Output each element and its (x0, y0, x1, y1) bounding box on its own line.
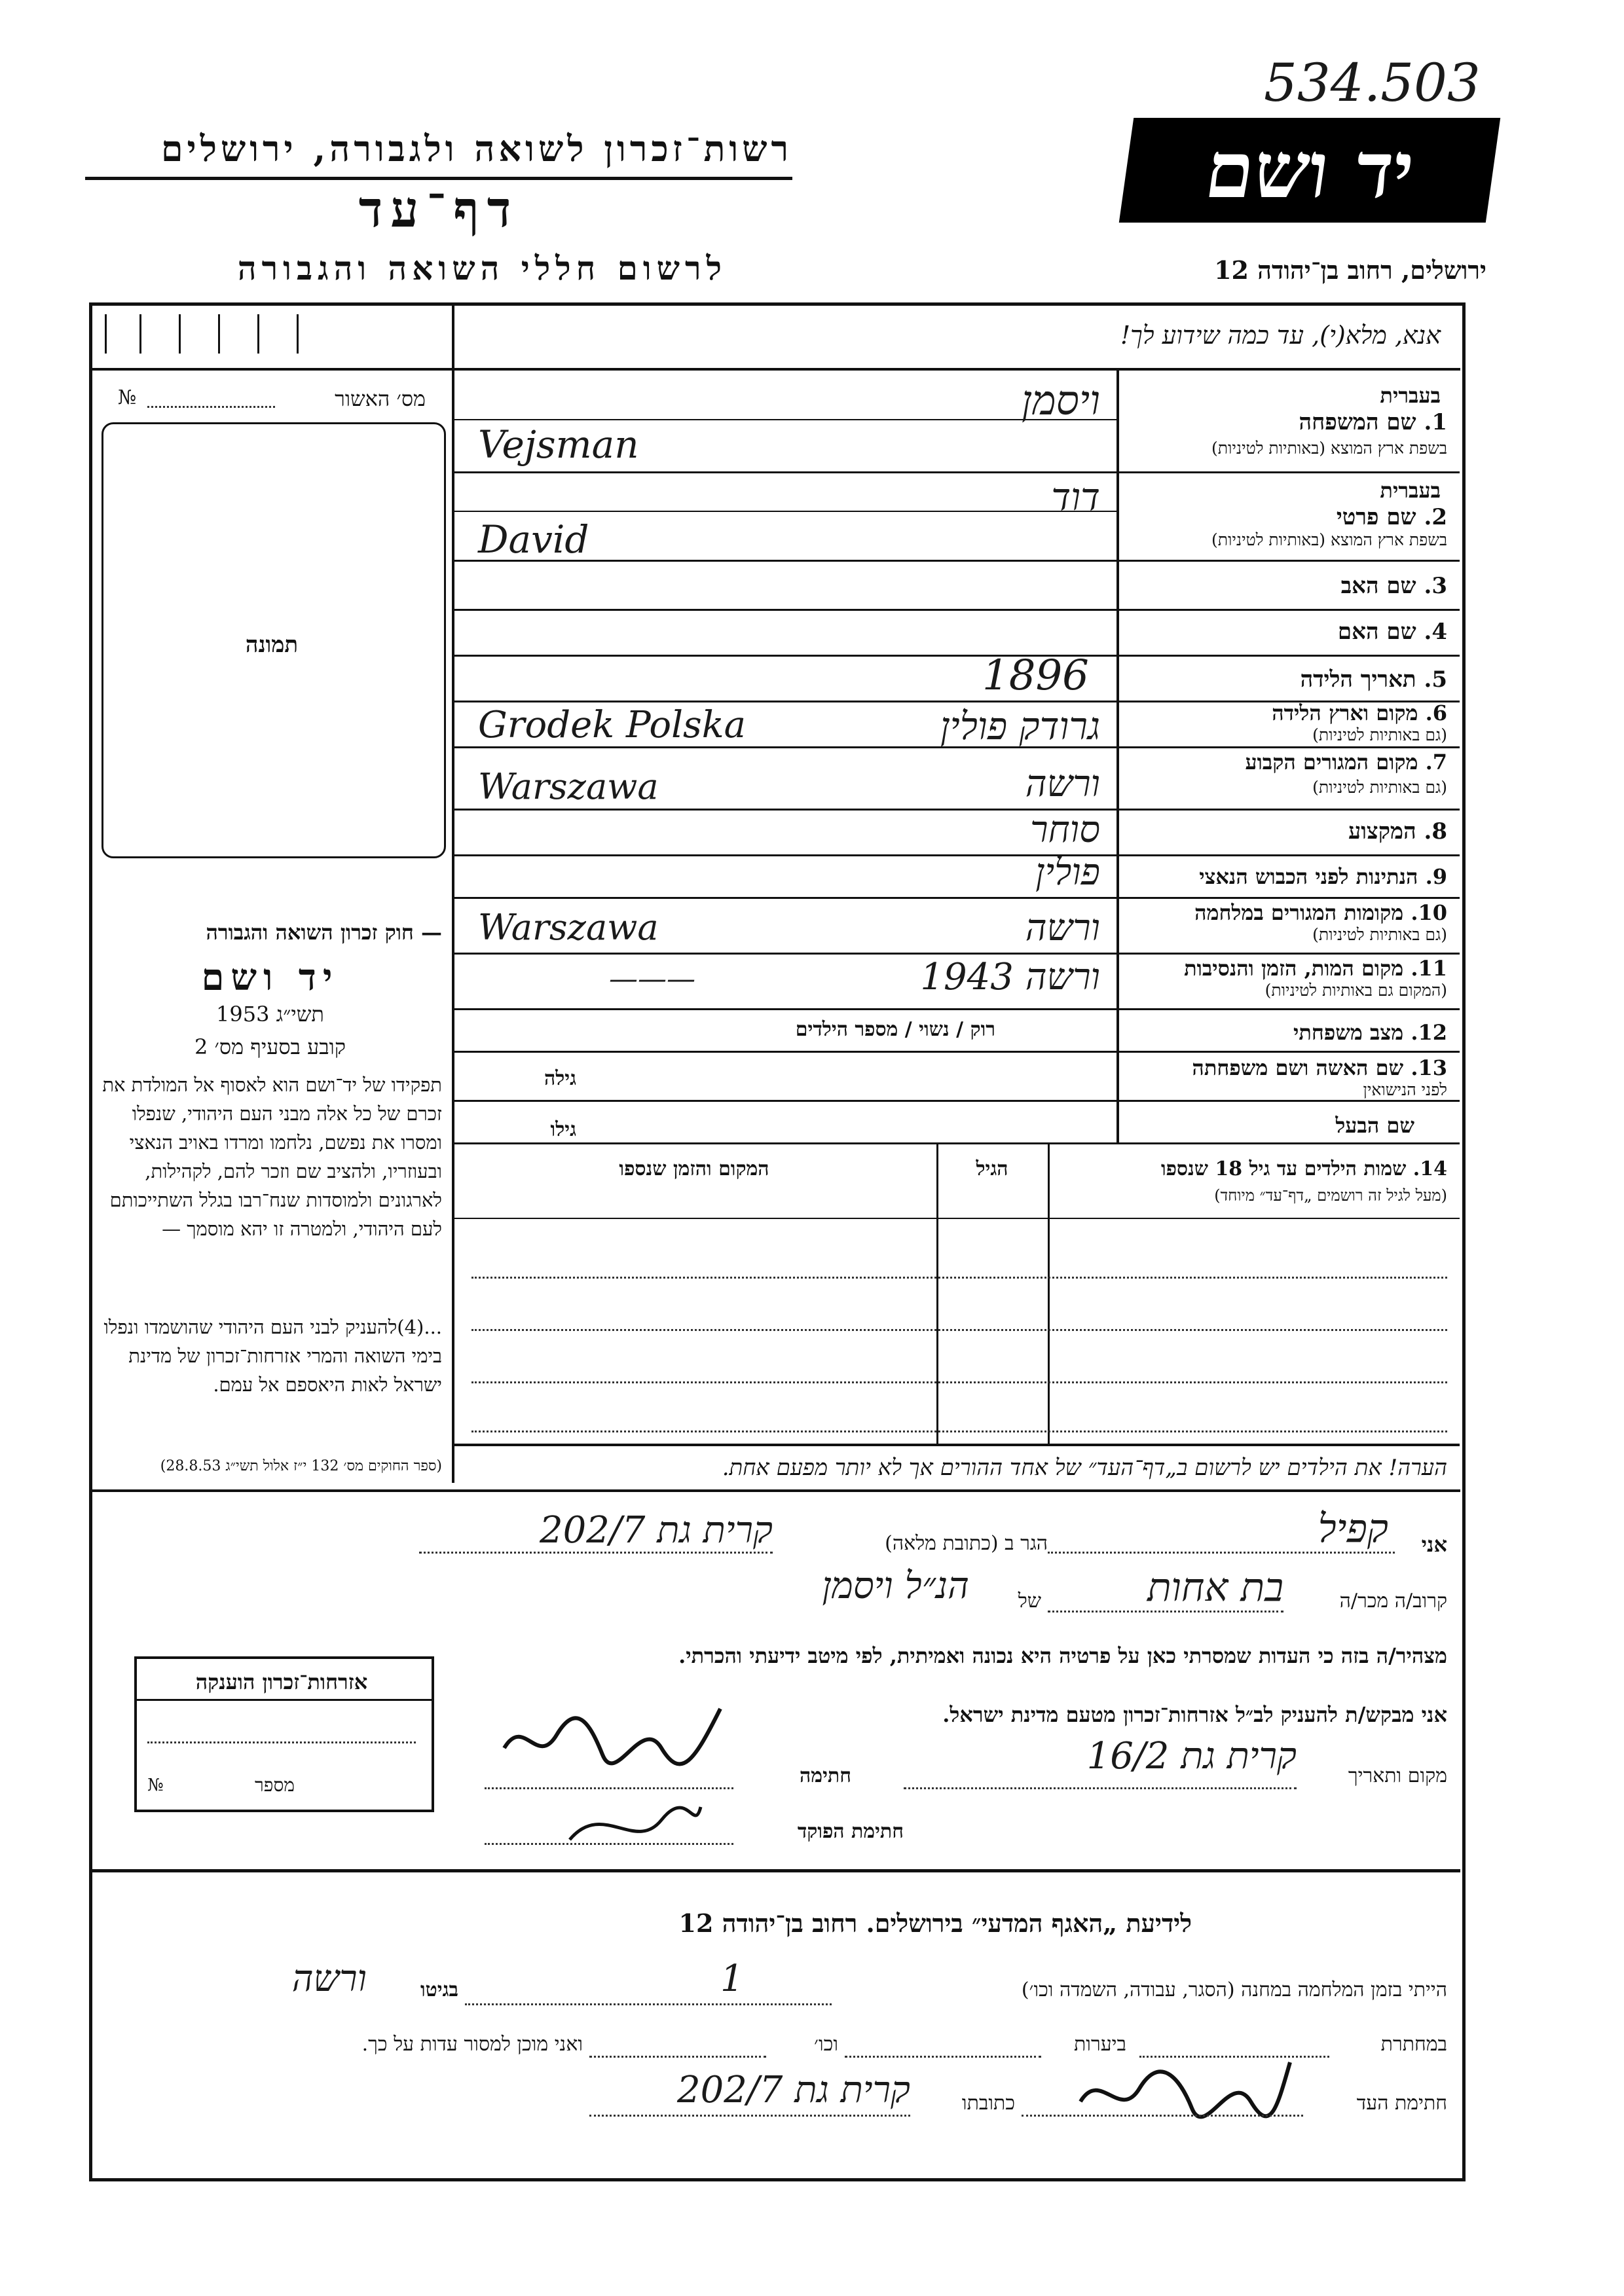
surname-latin: Vejsman (478, 422, 639, 467)
camp-value: 1 (720, 1958, 744, 2000)
form-subtitle: לרשום חללי השואה והגבורה (237, 249, 727, 287)
firstname-hebrew: דוד (1051, 475, 1100, 519)
relation: בת אחות (1147, 1565, 1283, 1611)
birthplace-hebrew: גרודק פולין (940, 704, 1100, 748)
law-name: יד ושם (201, 956, 339, 999)
law-ref: (ספר החוקים מס׳ 132 י״ז אלול תשי״ג 28.8.53) (160, 1458, 442, 1474)
residence-hebrew: ורשה (1025, 763, 1100, 805)
marital-status-options: רוק / נשוי / מספר הילדים (795, 1018, 995, 1041)
field-11-label: 11. מקום המות, הזמן והנסיבות (1184, 956, 1447, 981)
footer-witness-signature (1074, 2056, 1297, 2128)
field-8-label: 8. המקצוע (1348, 818, 1447, 845)
place-date: קרית גת 16/2 (1086, 1735, 1297, 1777)
birth-date: 1896 (982, 651, 1089, 700)
field-7-label: 7. מקום המגורים הקבוע (1245, 750, 1447, 774)
witness-name: קפיל (1318, 1506, 1388, 1552)
victim-reference: הנ״ל ויסמן (822, 1565, 969, 1607)
footer-title: לידיעת „האגף המדעי״ בירושלים. רחוב בן־יהודה 12 (678, 1908, 1192, 1938)
field-5-label: 5. תאריך הלידה (1300, 666, 1447, 693)
citizenship: פולין (1035, 851, 1100, 894)
field-6-label: 6. מקום וארץ הלידה (1272, 701, 1447, 725)
photo-label: תמונה (245, 632, 299, 658)
statement: מצהיר/ה בזה כי העדות שמסרתי כאן על פרטיה היא נכונה ואמיתית, לפי מיטב ידיעתי והכרתי. (678, 1643, 1447, 1668)
age-column-header: הגיל (976, 1157, 1008, 1180)
profession: סוחר (1030, 809, 1100, 851)
yad-vashem-logo: יד ושם (1119, 118, 1500, 223)
residence-latin: Warszawa (478, 766, 659, 807)
husband-label: שם הבעל (1335, 1113, 1414, 1138)
death-place-date: ורשה 1943 (920, 956, 1100, 998)
witness-address: קרית גת 202/7 (540, 1509, 773, 1552)
approval-label: מס׳ האשור (335, 386, 426, 411)
field-10-label: 10. מקומות המגורים במלחמה (1194, 900, 1447, 925)
surname-hebrew: ויסמן (1022, 376, 1100, 424)
field-2-label: 2. שם פרטי (1336, 504, 1447, 530)
footer-address: קרית גת 202/7 (677, 2069, 910, 2111)
law-text: תפקידו של יד־ושם הוא לאסוף אל המולדת את זכרם של כל אלה מבני העם היהודי, שנפלו ומסרו את נפשם, נלחמו ומרדו באויב הנאצי ובעוזריו, ולהציב שם וזכר להם, לקהילות, לארגונים ולמוסדות שנח־רבו בגלל השתייכותם לעם היהודי, ולמטרה זו יהא מוסמך — (102, 1074, 442, 1240)
header-address: ירושלים, רחוב בן־יהודה 12 (1214, 255, 1486, 285)
death-circumstances: ——— (609, 962, 695, 996)
authority-name: רשות־זכרון לשואה ולגבורה, ירושלים (160, 128, 792, 170)
request: אני מבקש/ת להעניק לב״ל אזרחות־זכרון מטעם מדינת ישראל. (942, 1702, 1447, 1727)
form-title: דף־עד (358, 180, 519, 238)
children-label: 14. שמות הילדים עד גיל 18 שנספו (1160, 1157, 1447, 1180)
law-title: — חוק זכרון השואה והגבורה (206, 920, 442, 945)
law-text-2: ...(4)להעניק לבני העם היהודי שהושמדו ונפלו בימי השואה והמרי אזרחות־זכרון של מדינת ישראל לאות היאספם אל עמם. (103, 1316, 442, 1396)
firstname-latin: David (478, 517, 589, 562)
field-12-label: 12. מצב משפחתי (1293, 1020, 1447, 1045)
field-13-label: 13. שם האשה ושם משפחתה (1192, 1055, 1447, 1080)
field-9-label: 9. הנתינות לפני הכבוש הנאצי (1199, 864, 1447, 889)
archive-number: 534.503 (1264, 52, 1481, 113)
wartime-residence-hebrew: ורשה (1025, 907, 1100, 949)
note: הערה! את הילדים יש לרשום ב„דף־העד״ של אחד ההורים אך לא יותר מפעם אחת. (722, 1455, 1447, 1481)
official-signature (563, 1794, 707, 1853)
field-3-label: 3. שם האב (1340, 573, 1447, 599)
field-1-label: 1. שם המשפחה (1299, 409, 1447, 435)
wartime-residence-latin: Warszawa (478, 907, 659, 948)
ghetto-value: ורשה (291, 1958, 367, 2000)
witness-signature (498, 1702, 733, 1781)
place-column-header: המקום והזמן שנספו (619, 1157, 769, 1180)
birthplace-latin: Grodek Polska (478, 704, 747, 746)
instructions: אנא, מלא(י), עד כמה שידוע לך! (1120, 321, 1441, 350)
field-4-label: 4. שם האם (1337, 619, 1447, 645)
